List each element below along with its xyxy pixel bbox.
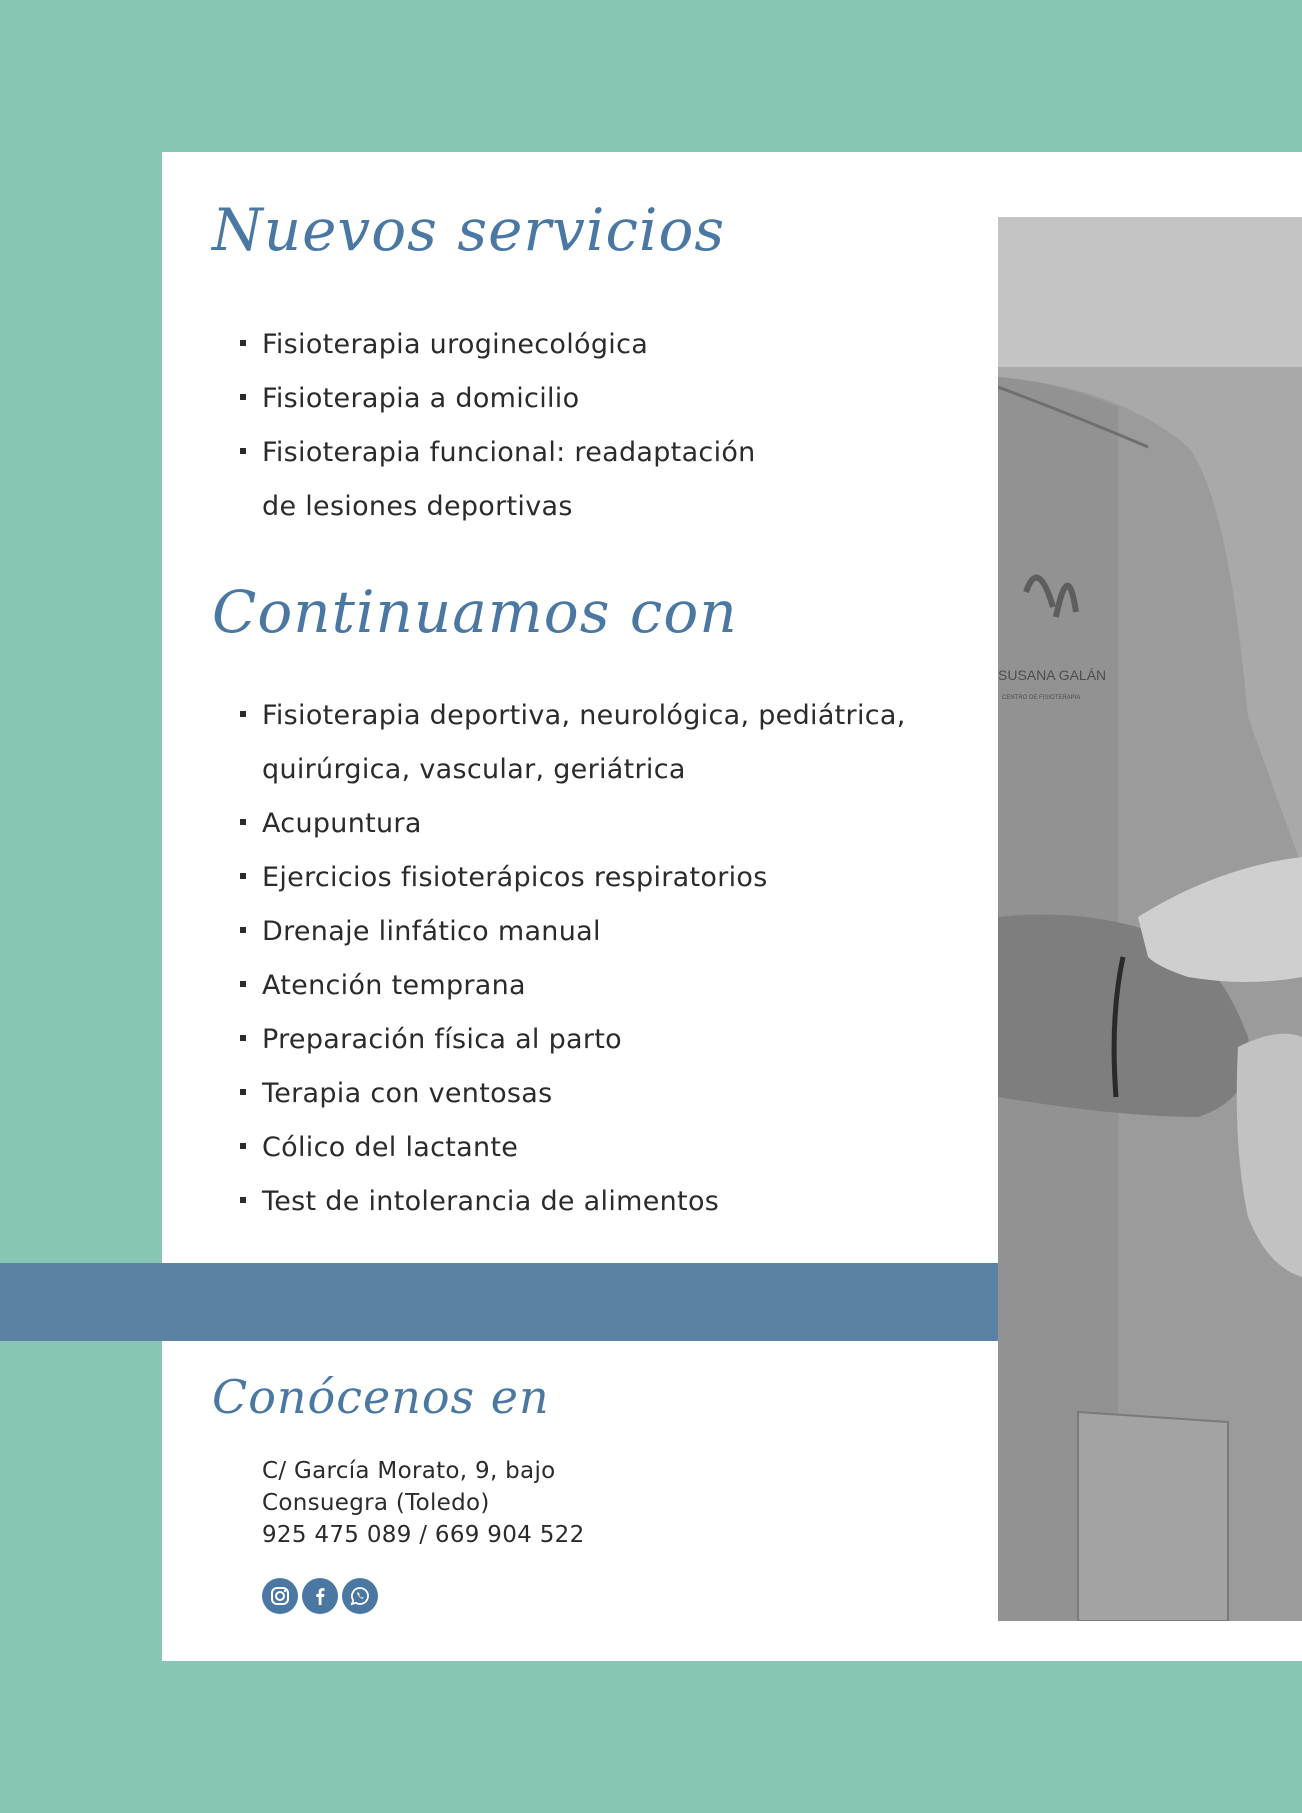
list-item-text-continued: de lesiones deportivas xyxy=(262,491,573,522)
list-item xyxy=(240,372,756,426)
list-item-text-continued: quirúrgica, vascular, geriátrica xyxy=(262,754,686,785)
facebook-icon[interactable] xyxy=(302,1578,338,1614)
bullet-icon xyxy=(240,819,246,825)
list-item-text: Fisioterapia deportiva, neurológica, pediátrica, xyxy=(262,700,906,731)
heading-new-services: Nuevos servicios xyxy=(212,196,726,264)
list-item-text: Cólico del lactante xyxy=(262,1132,519,1163)
new-services-list xyxy=(240,318,756,534)
list-item-text: Fisioterapia a domicilio xyxy=(262,383,580,414)
bullet-icon xyxy=(240,711,246,717)
list-item xyxy=(240,1121,906,1175)
phone-numbers: 925 475 089 / 669 904 522 xyxy=(262,1522,585,1548)
list-item-text: Fisioterapia uroginecológica xyxy=(262,329,649,360)
badge-sub: CENTRO DE FISIOTERAPIA xyxy=(1002,695,1081,701)
heading-contact: Conócenos en xyxy=(212,1370,550,1424)
list-item xyxy=(240,318,756,372)
bullet-icon xyxy=(240,981,246,987)
instagram-icon[interactable] xyxy=(262,1578,298,1614)
list-item xyxy=(240,1013,906,1067)
bullet-icon xyxy=(240,448,246,454)
address-line-2: Consuegra (Toledo) xyxy=(262,1490,490,1516)
list-item-text: Fisioterapia funcional: readaptación xyxy=(262,437,756,468)
physiotherapist-photo xyxy=(998,217,1302,1621)
whatsapp-icon[interactable] xyxy=(342,1578,378,1614)
list-item-text: Ejercicios fisioterápicos respiratorios xyxy=(262,862,768,893)
photo-illustration xyxy=(998,217,1302,1621)
decorative-band xyxy=(0,1263,998,1341)
list-item xyxy=(240,797,906,851)
list-item xyxy=(240,426,756,534)
badge-name: SUSANA GALÁN xyxy=(998,667,1107,683)
list-item xyxy=(240,1175,906,1229)
bullet-icon xyxy=(240,1197,246,1203)
social-links xyxy=(262,1578,378,1614)
list-item-text: Terapia con ventosas xyxy=(262,1078,553,1109)
bullet-icon xyxy=(240,873,246,879)
list-item xyxy=(240,959,906,1013)
bullet-icon xyxy=(240,340,246,346)
list-item xyxy=(240,689,906,797)
list-item-text: Atención temprana xyxy=(262,970,526,1001)
list-item xyxy=(240,851,906,905)
address-line-1: C/ García Morato, 9, bajo xyxy=(262,1458,556,1484)
list-item xyxy=(240,1067,906,1121)
heading-continue: Continuamos con xyxy=(212,578,738,646)
list-item-text: Test de intolerancia de alimentos xyxy=(262,1186,720,1217)
continued-services-list xyxy=(240,689,906,1229)
list-item xyxy=(240,905,906,959)
bullet-icon xyxy=(240,927,246,933)
list-item-text: Drenaje linfático manual xyxy=(262,916,601,947)
bullet-icon xyxy=(240,394,246,400)
bullet-icon xyxy=(240,1143,246,1149)
bullet-icon xyxy=(240,1089,246,1095)
list-item-text: Acupuntura xyxy=(262,808,422,839)
bullet-icon xyxy=(240,1035,246,1041)
list-item-text: Preparación física al parto xyxy=(262,1024,622,1055)
contact-info xyxy=(262,1455,585,1551)
